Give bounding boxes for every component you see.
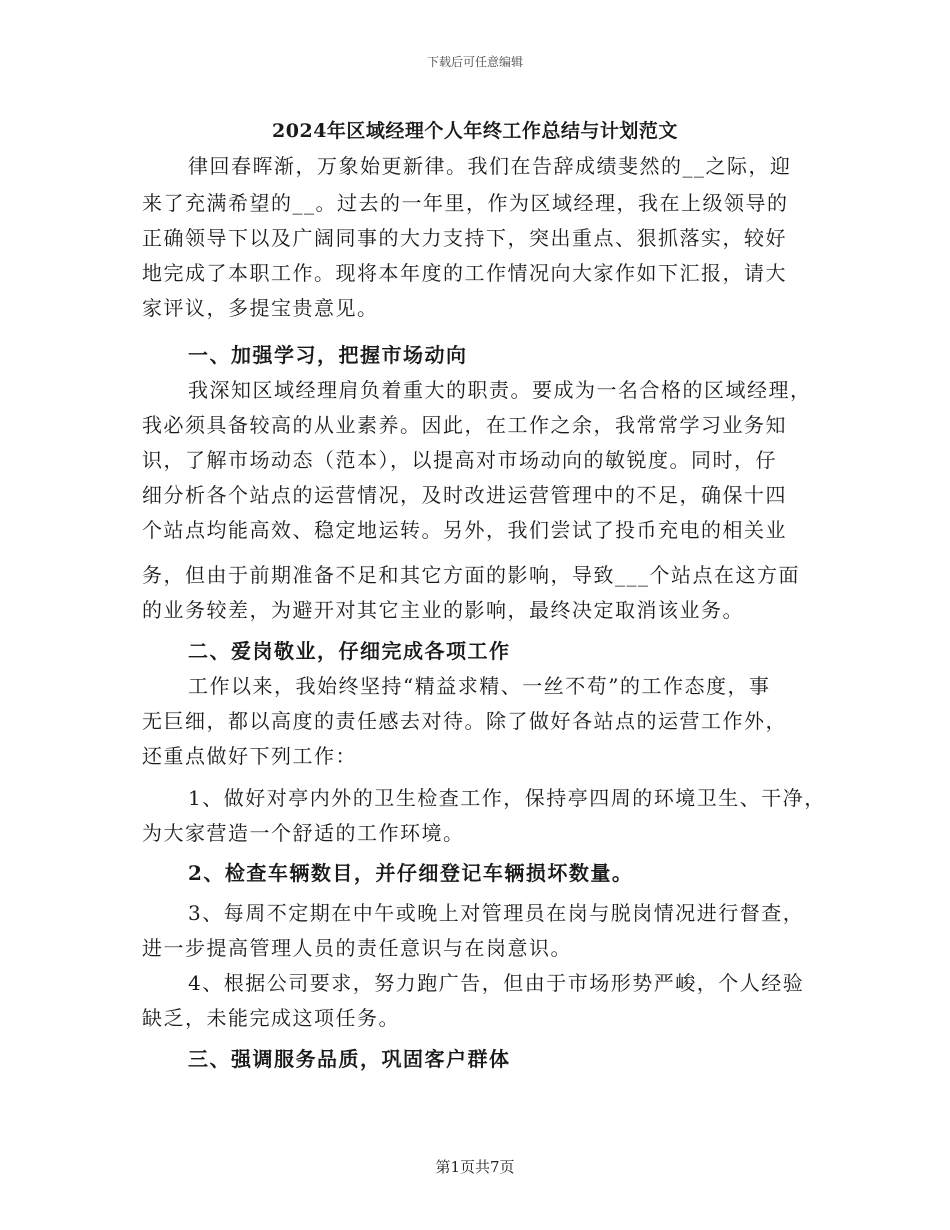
body-line: 地完成了本职工作。现将本年度的工作情况向大家作如下汇报，请大 (142, 261, 787, 285)
body-line: 家评议，多提宝贵意见。 (142, 296, 379, 320)
body-line: 为大家营造一个舒适的工作环境。 (142, 821, 465, 845)
body-line: 工作以来，我始终坚持“精益求精、一丝不苟”的工作态度，事 (188, 674, 771, 698)
body-line: 缺乏，未能完成这项任务。 (142, 1006, 400, 1030)
body-line: 进一步提高管理人员的责任意识与在岗意识。 (142, 936, 572, 960)
list-item: 3、每周不定期在中午或晚上对管理员在岗与脱岗情况进行督查， (188, 901, 805, 925)
body-line: 的业务较差，为避开对其它主业的影响，最终决定取消该业务。 (142, 598, 744, 622)
list-item: 2、检查车辆数目，并仔细登记车辆损坏数量。 (188, 861, 634, 885)
page-header-note: 下载后可任意编辑 (426, 55, 523, 69)
section-heading-2: 二、爱岗敬业，仔细完成各项工作 (188, 639, 511, 663)
page-footer: 第1页共7页 (435, 1158, 515, 1176)
list-item: 1、做好对亭内外的卫生检查工作，保持亭四周的环境卫生、干净， (188, 786, 826, 810)
body-line: 还重点做好下列工作： (142, 744, 357, 768)
body-line: 律回春晖渐，万象始更新律。我们在告辞成绩斐然的__之际，迎 (188, 154, 792, 178)
section-heading-1: 一、加强学习，把握市场动向 (188, 343, 468, 367)
body-line: 务，但由于前期准备不足和其它方面的影响，导致___个站点在这方面 (142, 563, 800, 587)
list-item: 4、根据公司要求，努力跑广告，但由于市场形势严峻，个人经验 (188, 971, 805, 995)
body-line: 个站点均能高效、稳定地运转。另外，我们尝试了投币充电的相关业 (142, 518, 787, 542)
body-line: 我深知区域经理肩负着重大的职责。要成为一名合格的区域经理， (188, 378, 812, 402)
body-line: 识，了解市场动态（范本），以提高对市场动向的敏锐度。同时，仔 (142, 448, 777, 472)
section-heading-3: 三、强调服务品质，巩固客户群体 (188, 1047, 511, 1071)
body-line: 来了充满希望的__。过去的一年里，作为区域经理，我在上级领导的 (142, 191, 789, 215)
body-line: 无巨细，都以高度的责任感去对待。除了做好各站点的运营工作外， (142, 709, 787, 733)
body-line: 细分析各个站点的运营情况，及时改进运营管理中的不足，确保十四 (142, 483, 787, 507)
document-title: 2024年区域经理个人年终工作总结与计划范文 (272, 120, 678, 142)
body-line: 正确领导下以及广阔同事的大力支持下，突出重点、狠抓落实，较好 (142, 226, 787, 250)
body-line: 我必须具备较高的从业素养。因此，在工作之余，我常常学习业务知 (142, 413, 787, 437)
